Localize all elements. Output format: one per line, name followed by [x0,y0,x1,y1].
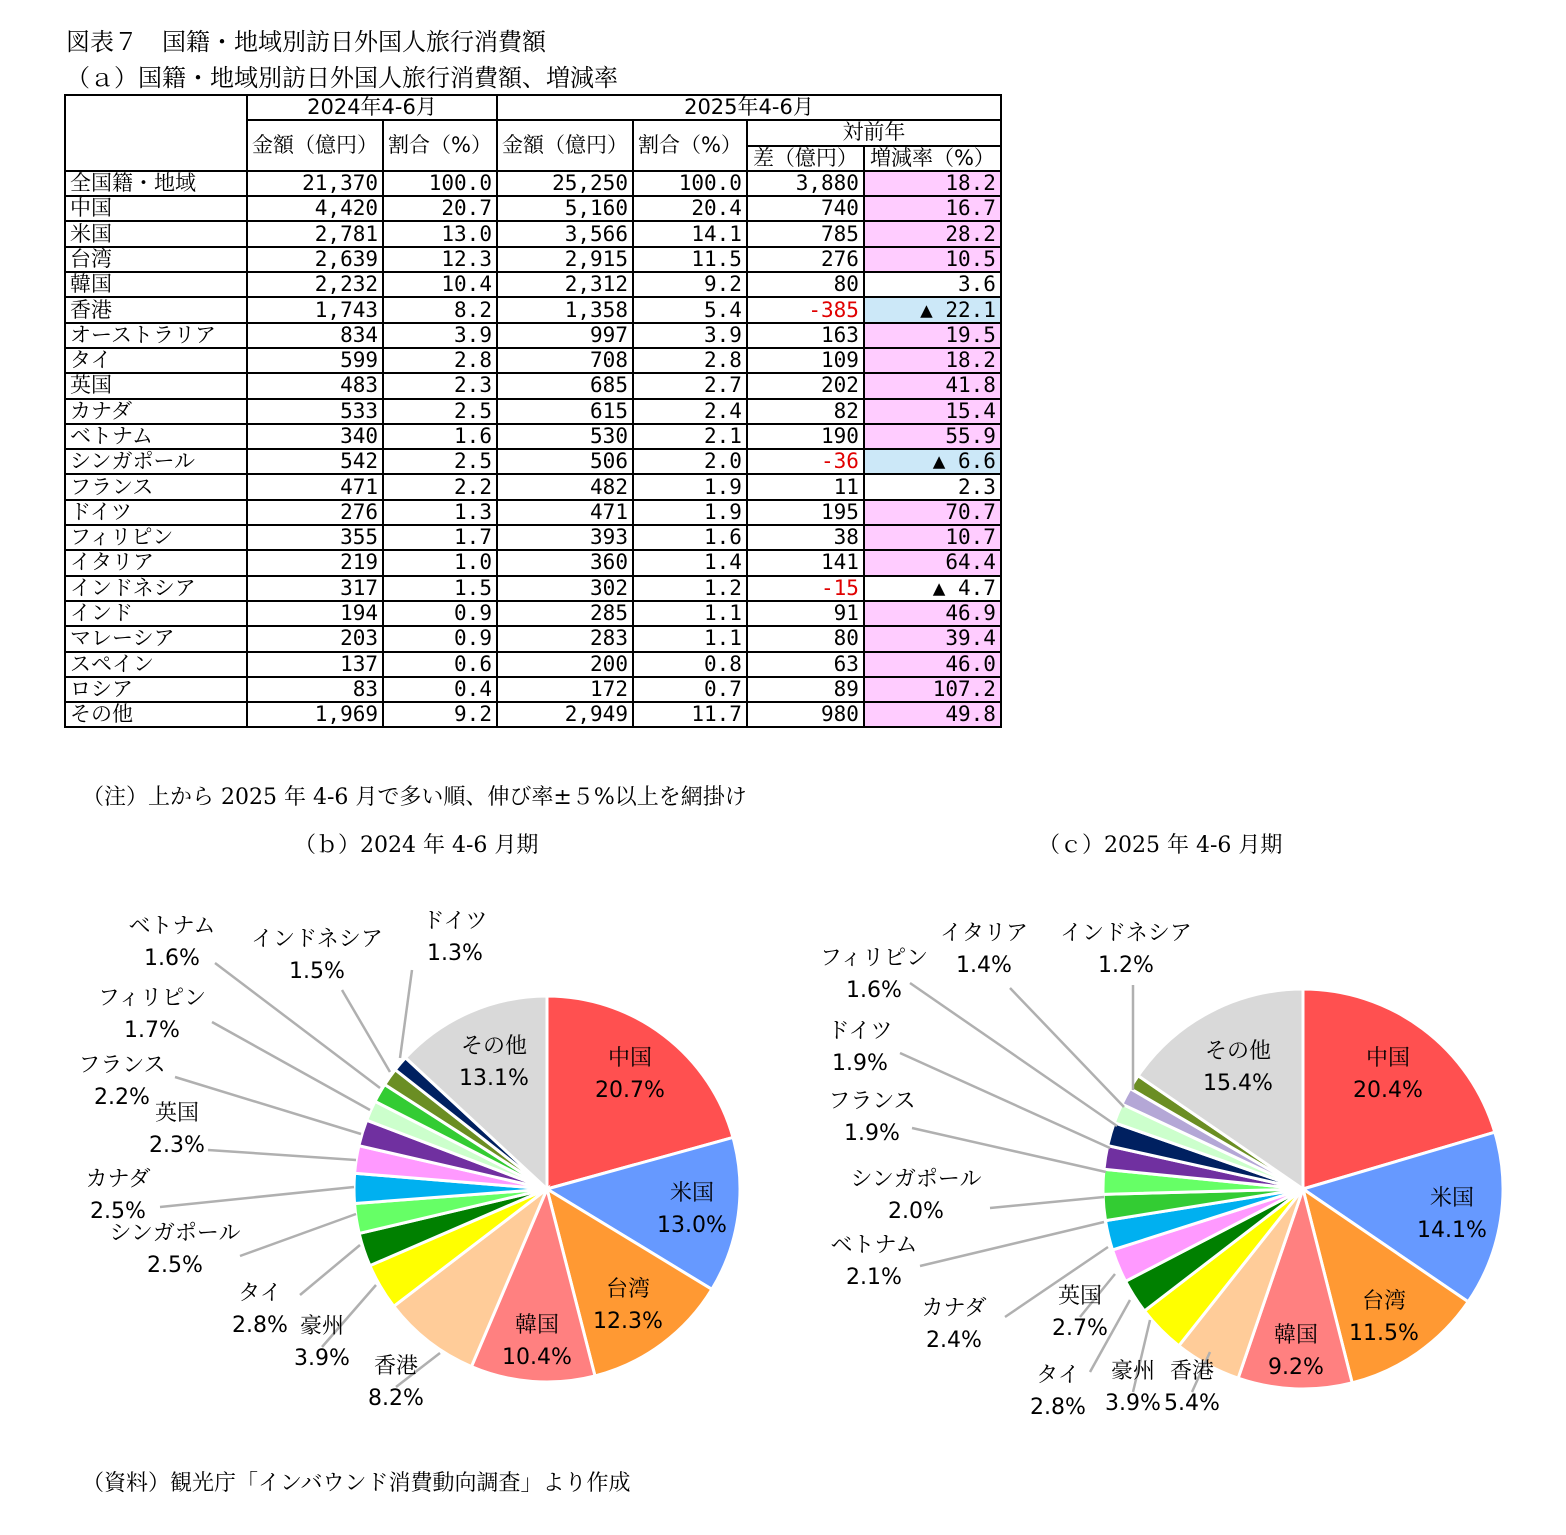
row-name: 英国 [65,373,247,398]
amount-2024: 599 [247,348,383,373]
slice-name-label: タイ [238,1281,282,1306]
slice-value-label: 2.5% [147,1253,203,1278]
share-2025: 14.1 [633,221,747,246]
amount-2024: 1,969 [247,702,383,727]
share-2024: 0.9 [383,626,497,651]
slice-value-label: 14.1% [1417,1218,1487,1243]
amount-2025: 5,160 [497,196,633,221]
header-rate: 増減率（%） [864,146,1001,171]
header-share-2025: 割合（%） [633,120,747,171]
diff-value: 3,880 [747,171,864,196]
share-2025: 1.4 [633,550,747,575]
amount-2025: 471 [497,500,633,525]
amount-2025: 393 [497,525,633,550]
slice-name-label: 韓国 [514,1313,560,1338]
rate-value: 16.7 [864,196,1001,221]
slice-value-label: 2.3% [149,1133,205,1158]
amount-2025: 708 [497,348,633,373]
slice-value-label: 1.7% [124,1018,180,1043]
rate-value: 107.2 [864,677,1001,702]
row-name: 台湾 [65,247,247,272]
row-name: 香港 [65,297,247,322]
slice-value-label: 15.4% [1203,1071,1273,1096]
row-name: ロシア [65,677,247,702]
amount-2025: 25,250 [497,171,633,196]
leader-line [400,970,412,1058]
slice-value-label: 2.8% [232,1313,288,1338]
slice-name-label: フィリピン [819,946,929,971]
share-2025: 1.9 [633,500,747,525]
slice-value-label: 1.9% [832,1051,888,1076]
share-2024: 2.2 [383,474,497,499]
amount-2024: 4,420 [247,196,383,221]
amount-2025: 360 [497,550,633,575]
amount-2024: 834 [247,323,383,348]
diff-value: 785 [747,221,864,246]
share-2024: 2.3 [383,373,497,398]
slice-name-label: ドイツ [827,1019,893,1044]
slice-name-label: 韓国 [1273,1323,1319,1348]
amount-2025: 615 [497,399,633,424]
slice-name-label: カナダ [921,1296,987,1321]
slice-name-label: フランス [828,1089,916,1114]
slice-value-label: 1.4% [956,953,1012,978]
amount-2024: 355 [247,525,383,550]
header-diff: 差（億円） [747,146,864,171]
header-share-2024: 割合（%） [383,120,497,171]
slice-value-label: 2.0% [888,1199,944,1224]
leader-line [175,1077,361,1134]
pie-chart-2024 [78,909,740,1411]
rate-value: 46.0 [864,652,1001,677]
slice-value-label: 1.6% [144,946,200,971]
share-2024: 13.0 [383,221,497,246]
slice-value-label: 1.3% [427,941,483,966]
share-2025: 11.7 [633,702,747,727]
share-2025: 1.1 [633,601,747,626]
amount-2024: 194 [247,601,383,626]
share-2025: 100.0 [633,171,747,196]
source-note: （資料）観光庁「インバウンド消費動向調査」より作成 [82,1471,631,1496]
diff-value: 82 [747,399,864,424]
share-2024: 2.8 [383,348,497,373]
slice-name-label: 豪州 [1110,1359,1156,1384]
slice-value-label: 9.2% [1268,1355,1324,1380]
rate-value: 10.5 [864,247,1001,272]
row-name: 韓国 [65,272,247,297]
table-note: （注）上から 2025 年 4-6 月で多い順、伸び率±５%以上を網掛け [82,785,747,810]
diff-value: 63 [747,652,864,677]
amount-2024: 2,232 [247,272,383,297]
share-2025: 1.6 [633,525,747,550]
share-2025: 0.8 [633,652,747,677]
slice-name-label: インドネシア [1060,921,1192,946]
subtitle-2024: （ｂ）2024 年 4-6 月期 [294,833,539,858]
amount-2024: 219 [247,550,383,575]
amount-2025: 200 [497,652,633,677]
row-name: オーストラリア [65,323,247,348]
leader-line [160,1187,354,1207]
header-period-2024: 2024年4-6月 [247,95,497,120]
slice-name-label: タイ [1036,1363,1080,1388]
amount-2024: 471 [247,474,383,499]
share-2024: 1.3 [383,500,497,525]
diff-value: 91 [747,601,864,626]
amount-2024: 483 [247,373,383,398]
share-2024: 1.5 [383,576,497,601]
share-2024: 9.2 [383,702,497,727]
row-name: ベトナム [65,424,247,449]
share-2025: 2.8 [633,348,747,373]
header-amount-2024: 金額（億円） [247,120,383,171]
slice-name-label: イタリア [939,921,1029,946]
slice-name-label: フィリピン [97,986,207,1011]
share-2025: 1.1 [633,626,747,651]
amount-2024: 542 [247,449,383,474]
share-2025: 9.2 [633,272,747,297]
subtitle-2025: （ｃ）2025 年 4-6 月期 [1038,833,1283,858]
amount-2025: 172 [497,677,633,702]
header-amount-2025: 金額（億円） [497,120,633,171]
amount-2024: 533 [247,399,383,424]
share-2024: 100.0 [383,171,497,196]
rate-value: 10.7 [864,525,1001,550]
slice-name-label: ドイツ [422,909,488,934]
diff-value: 195 [747,500,864,525]
row-name: フランス [65,474,247,499]
amount-2025: 283 [497,626,633,651]
slice-value-label: 1.9% [844,1121,900,1146]
share-2024: 12.3 [383,247,497,272]
share-2025: 2.0 [633,449,747,474]
rate-value: ▲ 22.1 [864,297,1001,322]
share-2024: 20.7 [383,196,497,221]
slice-value-label: 2.5% [90,1199,146,1224]
rate-value: 19.5 [864,323,1001,348]
row-name: フィリピン [65,525,247,550]
amount-2024: 21,370 [247,171,383,196]
diff-value: 276 [747,247,864,272]
share-2025: 1.2 [633,576,747,601]
slice-name-label: その他 [1204,1039,1272,1064]
share-2025: 1.9 [633,474,747,499]
share-2024: 0.6 [383,652,497,677]
slice-name-label: 香港 [373,1354,419,1379]
slice-value-label: 3.9% [1105,1391,1161,1416]
row-name: ドイツ [65,500,247,525]
diff-value: 109 [747,348,864,373]
amount-2024: 276 [247,500,383,525]
slice-name-label: 中国 [1365,1046,1411,1071]
share-2025: 11.5 [633,247,747,272]
slice-value-label: 2.7% [1052,1316,1108,1341]
row-name: カナダ [65,399,247,424]
diff-value: 202 [747,373,864,398]
rate-value: 46.9 [864,601,1001,626]
figure-title: 図表７ 国籍・地域別訪日外国人旅行消費額 [66,28,546,56]
slice-value-label: 5.4% [1164,1391,1220,1416]
slice-value-label: 2.4% [926,1328,982,1353]
leader-line [342,990,390,1072]
slice-name-label: 香港 [1169,1359,1215,1384]
row-name: インドネシア [65,576,247,601]
slice-name-label: 米国 [669,1181,715,1206]
leader-line [240,1214,356,1256]
slice-name-label: フランス [78,1053,166,1078]
slice-value-label: 10.4% [502,1345,572,1370]
slice-name-label: 英国 [154,1101,200,1126]
share-2024: 1.6 [383,424,497,449]
slice-value-label: 8.2% [368,1386,424,1411]
slice-value-label: 1.5% [289,959,345,984]
diff-value: 163 [747,323,864,348]
rate-value: 15.4 [864,399,1001,424]
share-2025: 2.1 [633,424,747,449]
slice-value-label: 1.6% [846,978,902,1003]
rate-value: ▲ 6.6 [864,449,1001,474]
row-name: その他 [65,702,247,727]
amount-2025: 302 [497,576,633,601]
share-2025: 3.9 [633,323,747,348]
leader-line [1010,988,1124,1107]
row-name: スペイン [65,652,247,677]
rate-value: 41.8 [864,373,1001,398]
share-2024: 8.2 [383,297,497,322]
header-period-2025: 2025年4-6月 [497,95,1001,120]
rate-value: 28.2 [864,221,1001,246]
slice-name-label: シンガポール [850,1167,982,1192]
row-name: タイ [65,348,247,373]
slice-name-label: 中国 [607,1046,653,1071]
share-2024: 1.0 [383,550,497,575]
slice-name-label: その他 [460,1034,528,1059]
leader-line [300,1245,360,1295]
share-2024: 10.4 [383,272,497,297]
slice-value-label: 13.1% [459,1066,529,1091]
amount-2025: 482 [497,474,633,499]
diff-value: 740 [747,196,864,221]
row-name: 全国籍・地域 [65,171,247,196]
slice-name-label: シンガポール [109,1221,241,1246]
amount-2024: 340 [247,424,383,449]
slice-value-label: 20.4% [1353,1078,1423,1103]
amount-2025: 1,358 [497,297,633,322]
rate-value: 64.4 [864,550,1001,575]
amount-2025: 685 [497,373,633,398]
slice-name-label: 台湾 [605,1277,651,1302]
amount-2024: 2,639 [247,247,383,272]
diff-value: 80 [747,626,864,651]
leader-line [990,1197,1104,1208]
share-2024: 1.7 [383,525,497,550]
share-2024: 3.9 [383,323,497,348]
diff-value: 38 [747,525,864,550]
table-title: （ａ）国籍・地域別訪日外国人旅行消費額、増減率 [66,64,618,92]
diff-value: 89 [747,677,864,702]
amount-2025: 530 [497,424,633,449]
share-2024: 0.4 [383,677,497,702]
slice-name-label: ベトナム [128,914,216,939]
slice-value-label: 12.3% [593,1309,663,1334]
row-name: マレーシア [65,626,247,651]
rate-value: ▲ 4.7 [864,576,1001,601]
slice-value-label: 2.1% [846,1265,902,1290]
rate-value: 2.3 [864,474,1001,499]
slice-value-label: 20.7% [595,1078,665,1103]
leader-line [208,1150,356,1160]
rate-value: 3.6 [864,272,1001,297]
amount-2025: 3,566 [497,221,633,246]
amount-2024: 203 [247,626,383,651]
slice-value-label: 2.8% [1030,1395,1086,1420]
amount-2024: 83 [247,677,383,702]
diff-value: -36 [747,449,864,474]
leader-line [920,1222,1104,1266]
rate-value: 39.4 [864,626,1001,651]
diff-value: 980 [747,702,864,727]
slice-name-label: 米国 [1429,1186,1475,1211]
amount-2025: 2,949 [497,702,633,727]
amount-2025: 285 [497,601,633,626]
diff-value: 141 [747,550,864,575]
share-2024: 0.9 [383,601,497,626]
row-name: イタリア [65,550,247,575]
header-yoy: 対前年 [747,120,1001,145]
share-2025: 2.7 [633,373,747,398]
amount-2024: 1,743 [247,297,383,322]
slice-name-label: 台湾 [1361,1289,1407,1314]
share-2024: 2.5 [383,449,497,474]
amount-2025: 506 [497,449,633,474]
slice-name-label: インドネシア [251,927,383,952]
rate-value: 18.2 [864,171,1001,196]
amount-2024: 137 [247,652,383,677]
rate-value: 70.7 [864,500,1001,525]
share-2025: 20.4 [633,196,747,221]
amount-2025: 997 [497,323,633,348]
diff-value: -15 [747,576,864,601]
diff-value: 190 [747,424,864,449]
rate-value: 18.2 [864,348,1001,373]
share-2024: 2.5 [383,399,497,424]
row-name: 中国 [65,196,247,221]
slice-name-label: ベトナム [830,1233,918,1258]
slice-value-label: 2.2% [94,1085,150,1110]
slice-name-label: 豪州 [299,1314,345,1339]
diff-value: 80 [747,272,864,297]
rate-value: 49.8 [864,702,1001,727]
leader-line [912,1128,1106,1172]
slice-value-label: 11.5% [1349,1321,1419,1346]
row-name: インド [65,601,247,626]
pie-chart-2025 [820,921,1503,1420]
slice-name-label: カナダ [85,1167,151,1192]
amount-2025: 2,312 [497,272,633,297]
row-name: シンガポール [65,449,247,474]
diff-value: -385 [747,297,864,322]
slice-value-label: 3.9% [294,1346,350,1371]
amount-2024: 317 [247,576,383,601]
row-name: 米国 [65,221,247,246]
amount-2025: 2,915 [497,247,633,272]
slice-value-label: 13.0% [657,1213,727,1238]
share-2025: 5.4 [633,297,747,322]
slice-name-label: 英国 [1057,1284,1103,1309]
share-2025: 0.7 [633,677,747,702]
rate-value: 55.9 [864,424,1001,449]
diff-value: 11 [747,474,864,499]
slice-value-label: 1.2% [1098,953,1154,978]
amount-2024: 2,781 [247,221,383,246]
share-2025: 2.4 [633,399,747,424]
